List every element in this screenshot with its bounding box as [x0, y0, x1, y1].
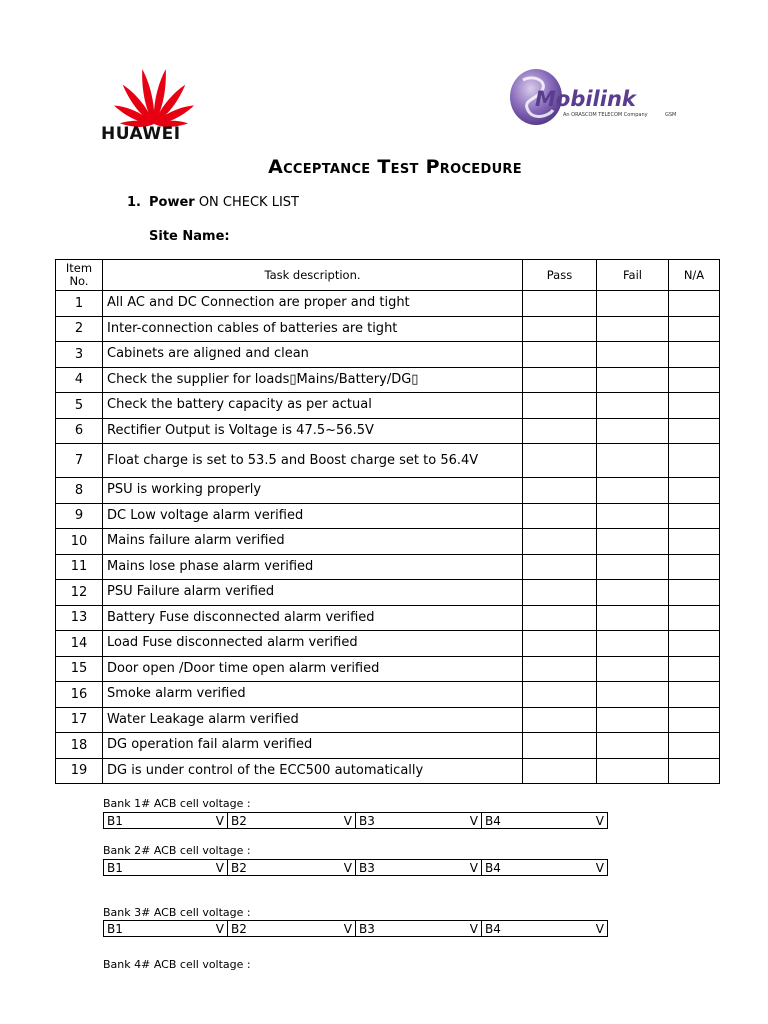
na-cell[interactable]	[669, 707, 720, 733]
cell-label: B2	[228, 921, 264, 937]
cell-voltage-input[interactable]: V	[518, 813, 608, 829]
bank-3-voltage-table	[103, 920, 608, 937]
cell-voltage-input[interactable]: V	[136, 860, 228, 876]
fail-cell[interactable]	[597, 291, 669, 317]
table-row	[56, 291, 720, 317]
task-description: Load Fuse disconnected alarm verified	[103, 631, 523, 657]
item-number: 6	[56, 418, 103, 444]
pass-cell[interactable]	[523, 367, 597, 393]
header-pass: Pass	[523, 260, 597, 291]
item-number: 17	[56, 707, 103, 733]
cell-voltage-input[interactable]: V	[136, 813, 228, 829]
cell-voltage-input[interactable]: V	[264, 860, 356, 876]
header-fail: Fail	[597, 260, 669, 291]
item-number: 12	[56, 580, 103, 606]
cell-voltage-input[interactable]: V	[518, 921, 608, 937]
pass-cell[interactable]	[523, 733, 597, 759]
fail-cell[interactable]	[597, 393, 669, 419]
section-heading	[127, 195, 299, 210]
table-row	[56, 529, 720, 555]
task-description: Door open /Door time open alarm verified	[103, 656, 523, 682]
pass-cell[interactable]	[523, 291, 597, 317]
table-row	[56, 478, 720, 504]
na-cell[interactable]	[669, 291, 720, 317]
task-description: Mains lose phase alarm verified	[103, 554, 523, 580]
cell-voltage-input[interactable]: V	[136, 921, 228, 937]
pass-cell[interactable]	[523, 631, 597, 657]
na-cell[interactable]	[669, 580, 720, 606]
mobilink-tagline: An ORASCOM TELECOM Company	[563, 112, 648, 118]
cell-label: B2	[228, 813, 264, 829]
cell-voltage-input[interactable]: V	[264, 921, 356, 937]
cell-label: B3	[356, 860, 390, 876]
fail-cell[interactable]	[597, 367, 669, 393]
na-cell[interactable]	[669, 554, 720, 580]
table-row	[56, 418, 720, 444]
fail-cell[interactable]	[597, 656, 669, 682]
item-number: 13	[56, 605, 103, 631]
item-number: 5	[56, 393, 103, 419]
fail-cell[interactable]	[597, 503, 669, 529]
cell-label: B3	[356, 921, 390, 937]
fail-cell[interactable]	[597, 605, 669, 631]
table-row	[56, 656, 720, 682]
mobilink-wordmark: Mobilink	[535, 87, 636, 111]
fail-cell[interactable]	[597, 444, 669, 478]
task-description: Rectifier Output is Voltage is 47.5~56.5V	[103, 418, 523, 444]
fail-cell[interactable]	[597, 418, 669, 444]
item-number: 8	[56, 478, 103, 504]
na-cell[interactable]	[669, 529, 720, 555]
section-number: 1.	[127, 195, 141, 210]
table-row	[56, 503, 720, 529]
item-number: 9	[56, 503, 103, 529]
cell-label: B2	[228, 860, 264, 876]
table-row	[56, 554, 720, 580]
cell-label: B4	[482, 813, 518, 829]
table-row	[56, 393, 720, 419]
cell-label: B1	[104, 860, 136, 876]
bank-3-label: Bank 3# ACB cell voltage :	[103, 906, 251, 919]
na-cell[interactable]	[669, 503, 720, 529]
task-description: Smoke alarm verified	[103, 682, 523, 708]
pass-cell[interactable]	[523, 605, 597, 631]
pass-cell[interactable]	[523, 758, 597, 784]
mobilink-logo-icon	[505, 66, 695, 128]
pass-cell[interactable]	[523, 316, 597, 342]
item-number: 16	[56, 682, 103, 708]
section-title-rest: ON CHECK LIST	[194, 195, 299, 210]
item-number: 18	[56, 733, 103, 759]
checklist-table	[55, 259, 720, 784]
pass-cell[interactable]	[523, 478, 597, 504]
cell-voltage-input[interactable]: V	[390, 860, 482, 876]
header-task: Task description.	[103, 260, 523, 291]
table-row	[56, 707, 720, 733]
fail-cell[interactable]	[597, 682, 669, 708]
task-description: Battery Fuse disconnected alarm verified	[103, 605, 523, 631]
na-cell[interactable]	[669, 758, 720, 784]
pass-cell[interactable]	[523, 580, 597, 606]
cell-voltage-input[interactable]: V	[390, 813, 482, 829]
pass-cell[interactable]	[523, 444, 597, 478]
task-description: PSU is working properly	[103, 478, 523, 504]
pass-cell[interactable]	[523, 393, 597, 419]
cell-label: B1	[104, 813, 136, 829]
item-number: 14	[56, 631, 103, 657]
table-row	[56, 682, 720, 708]
item-number: 10	[56, 529, 103, 555]
bank-2-voltage-table	[103, 859, 608, 876]
item-number: 11	[56, 554, 103, 580]
table-row	[56, 580, 720, 606]
table-row	[56, 605, 720, 631]
item-number: 7	[56, 444, 103, 478]
cell-label: B4	[482, 921, 518, 937]
cell-label: B3	[356, 813, 390, 829]
task-description: All AC and DC Connection are proper and tight	[103, 291, 523, 317]
pass-cell[interactable]	[523, 656, 597, 682]
section-title-bold: Power	[148, 195, 195, 210]
pass-cell[interactable]	[523, 342, 597, 368]
bank-2-label: Bank 2# ACB cell voltage :	[103, 844, 251, 857]
task-description: Check the supplier for loads▯Mains/Battery/DG▯	[103, 367, 523, 393]
na-cell[interactable]	[669, 418, 720, 444]
pass-cell[interactable]	[523, 418, 597, 444]
task-description: Cabinets are aligned and clean	[103, 342, 523, 368]
na-cell[interactable]	[669, 631, 720, 657]
na-cell[interactable]	[669, 605, 720, 631]
table-row	[56, 342, 720, 368]
fail-cell[interactable]	[597, 580, 669, 606]
item-number: 19	[56, 758, 103, 784]
fail-cell[interactable]	[597, 733, 669, 759]
na-cell[interactable]	[669, 656, 720, 682]
fail-cell[interactable]	[597, 707, 669, 733]
item-number: 4	[56, 367, 103, 393]
huawei-wordmark: HUAWEI	[101, 124, 181, 144]
na-cell[interactable]	[669, 444, 720, 478]
na-cell[interactable]	[669, 316, 720, 342]
table-row	[56, 733, 720, 759]
fail-cell[interactable]	[597, 631, 669, 657]
pass-cell[interactable]	[523, 554, 597, 580]
bank-4-label: Bank 4# ACB cell voltage :	[103, 958, 251, 971]
cell-voltage-input[interactable]: V	[264, 813, 356, 829]
page-title: Acceptance Test Procedure	[268, 156, 522, 178]
pass-cell[interactable]	[523, 682, 597, 708]
cell-label: B1	[104, 921, 136, 937]
item-number: 15	[56, 656, 103, 682]
na-cell[interactable]	[669, 393, 720, 419]
na-cell[interactable]	[669, 342, 720, 368]
fail-cell[interactable]	[597, 529, 669, 555]
task-description: Mains failure alarm verified	[103, 529, 523, 555]
pass-cell[interactable]	[523, 707, 597, 733]
task-description: Inter-connection cables of batteries are tight	[103, 316, 523, 342]
fail-cell[interactable]	[597, 342, 669, 368]
task-description: Float charge is set to 53.5 and Boost charge set to 56.4V	[103, 444, 523, 478]
pass-cell[interactable]	[523, 529, 597, 555]
mobilink-gsm: GSM	[665, 112, 677, 118]
task-description: PSU Failure alarm verified	[103, 580, 523, 606]
table-row	[56, 758, 720, 784]
header-item-no: Item No.	[56, 260, 103, 291]
table-row	[56, 316, 720, 342]
item-number: 3	[56, 342, 103, 368]
fail-cell[interactable]	[597, 316, 669, 342]
na-cell[interactable]	[669, 682, 720, 708]
item-number: 1	[56, 291, 103, 317]
na-cell[interactable]	[669, 733, 720, 759]
table-row	[56, 444, 720, 478]
cell-voltage-input[interactable]: V	[518, 860, 608, 876]
table-row	[56, 367, 720, 393]
table-row	[56, 631, 720, 657]
na-cell[interactable]	[669, 367, 720, 393]
fail-cell[interactable]	[597, 478, 669, 504]
cell-voltage-input[interactable]: V	[390, 921, 482, 937]
task-description: DG operation fail alarm verified	[103, 733, 523, 759]
bank-1-voltage-table	[103, 812, 608, 829]
task-description: DG is under control of the ECC500 automatically	[103, 758, 523, 784]
task-description: Water Leakage alarm verified	[103, 707, 523, 733]
task-description: Check the battery capacity as per actual	[103, 393, 523, 419]
item-number: 2	[56, 316, 103, 342]
na-cell[interactable]	[669, 478, 720, 504]
task-description: DC Low voltage alarm verified	[103, 503, 523, 529]
cell-label: B4	[482, 860, 518, 876]
header-na: N/A	[669, 260, 720, 291]
bank-1-label: Bank 1# ACB cell voltage :	[103, 797, 251, 810]
pass-cell[interactable]	[523, 503, 597, 529]
site-name-label: Site Name:	[149, 229, 230, 244]
fail-cell[interactable]	[597, 554, 669, 580]
fail-cell[interactable]	[597, 758, 669, 784]
